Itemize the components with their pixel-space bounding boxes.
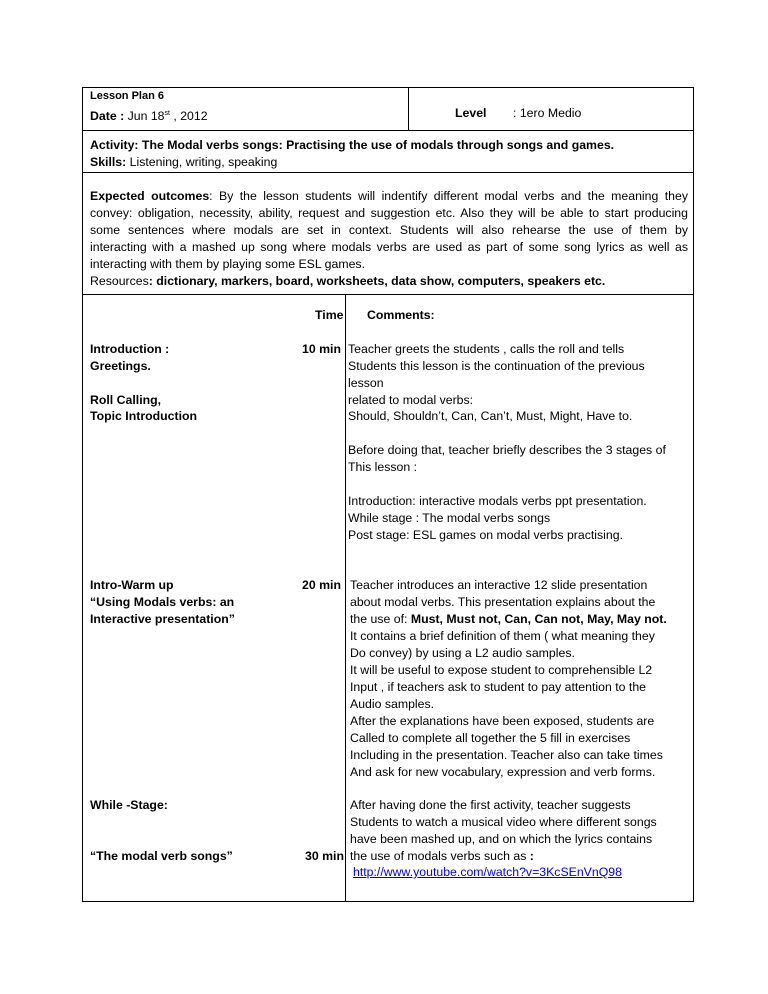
comment-line: the use of modals verbs such as :	[350, 849, 534, 863]
lesson-plan-title: Lesson Plan 6	[90, 90, 164, 102]
section-title: While -Stage:	[90, 798, 168, 812]
youtube-link[interactable]	[353, 864, 622, 881]
comment-line: It will be useful to expose student to comprehensible L2	[350, 663, 653, 677]
comment-line: Do convey) by using a L2 audio samples.	[350, 646, 575, 660]
comment-line: After having done the first activity, teacher suggests	[350, 798, 631, 812]
comment-line: Audio samples.	[350, 697, 435, 711]
row-divider	[83, 294, 693, 295]
comment-line: related to modal verbs:	[348, 393, 474, 407]
comment-line: Before doing that, teacher briefly describes the 3 stages of	[348, 443, 666, 457]
comment-line: After the explanations have been exposed, students are	[350, 714, 655, 728]
outcomes-line: Expected outcomes: By the lesson students will indentify different modal verbs and the meaning they	[90, 189, 688, 203]
skills-line: Skills: Listening, writing, speaking	[90, 155, 278, 169]
resources-line: Resources: dictionary, markers, board, worksheets, data show, computers, speakers etc.	[90, 274, 606, 288]
row-divider	[83, 172, 693, 173]
column-divider	[408, 88, 409, 130]
section-title: Topic Introduction	[90, 409, 198, 423]
comment-line: Students to watch a musical video where different songs	[350, 815, 657, 829]
comment-line: It contains a brief definition of them ( what meaning they	[350, 629, 655, 643]
outcomes-line: interacting with a mashed up song where modals verbs are used as part of some song lyrics as well as	[90, 240, 688, 254]
comment-line: And ask for new vocabulary, expression and verb forms.	[350, 765, 656, 779]
comment-line: have been mashed up, and on which the lyrics contains	[350, 832, 653, 846]
activity-line: Activity: The Modal verbs songs: Practising the use of modals through songs and games.	[90, 138, 615, 152]
comment-line: Including in the presentation. Teacher also can take times	[350, 748, 663, 762]
comment-line: While stage : The modal verbs songs	[348, 511, 551, 525]
comment-line: Students this lesson is the continuation of the previous	[348, 359, 645, 373]
youtube-link-text[interactable]: http://www.youtube.com/watch?v=3KcSEnVnQ98	[353, 865, 622, 879]
comment-line: Introduction: interactive modals verbs ppt presentation.	[348, 494, 647, 508]
section-title: Interactive presentation”	[90, 612, 235, 626]
section-title: Roll Calling,	[90, 393, 162, 407]
comments-header: Comments:	[367, 308, 435, 322]
comment-line: about modal verbs. This presentation explains about the	[350, 595, 656, 609]
section-title: “The modal verb songs”	[90, 849, 233, 863]
comment-line: Teacher greets the students , calls the roll and tells	[348, 342, 625, 356]
time-value: 30 min	[305, 849, 344, 863]
outcomes-line: convey: obligation, necessity, ability, request and suggestion etc. Also they will be able to start producing	[90, 206, 688, 220]
comment-line: Input , if teachers ask to student to pay attention to the	[350, 680, 646, 694]
section-title: Introduction :	[90, 342, 170, 356]
column-divider	[345, 294, 346, 902]
row-divider	[83, 130, 693, 131]
comment-line: Should, Shouldn’t, Can, Can’t, Must, Might, Have to.	[348, 409, 633, 423]
comment-line: This lesson :	[348, 460, 418, 474]
lesson-date: Date : Jun 18st , 2012	[90, 109, 208, 123]
level-label: Level	[455, 106, 487, 120]
level-value: : 1ero Medio	[513, 106, 582, 120]
comment-line: Called to complete all together the 5 fill in exercises	[350, 731, 631, 745]
comment-line: the use of: Must, Must not, Can, Can not, May, May not.	[350, 612, 667, 626]
section-title: “Using Modals verbs: an	[90, 595, 235, 609]
section-title: Greetings.	[90, 359, 151, 373]
time-header: Time	[315, 308, 344, 322]
time-value: 10 min	[302, 342, 341, 356]
comment-line: Teacher introduces an interactive 12 slide presentation	[350, 578, 648, 592]
outcomes-line: some sentences where modals are set in context. Students will also rehearse the use of them by	[90, 223, 688, 237]
section-title: Intro-Warm up	[90, 578, 174, 592]
outcomes-line: interacting with them by playing some ESL games.	[90, 257, 365, 271]
comment-line: Post stage: ESL games on modal verbs practising.	[348, 528, 623, 542]
time-value: 20 min	[302, 578, 341, 592]
comment-line: lesson	[348, 376, 384, 390]
